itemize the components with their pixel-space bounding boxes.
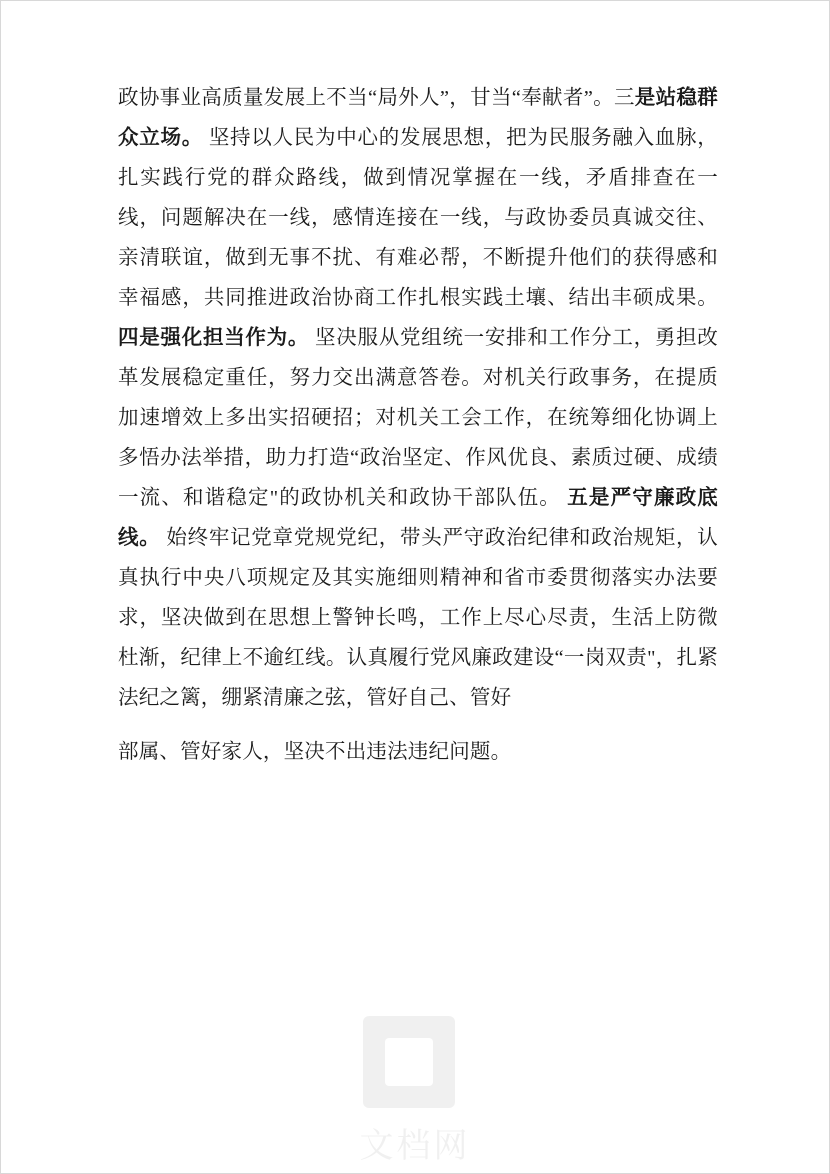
- text-run: 政协事业高质量发展上不当“局外人”，甘当“奉献者”。三: [118, 87, 635, 109]
- paragraph: [118, 732, 718, 772]
- text-run: 坚决服从党组统一安排和工作分工，勇担改革发展稳定重任，努力交出满意答卷。对机关行政事务，在提质加速增效上多出实招硬招；对机关工会工作，在统筹细化协调上多悟办法举措，助力打造“政治坚定、作风优良、素质过硬、成绩一流、和谐稳定"的政协机关和政协干部队伍。: [118, 327, 719, 509]
- watermark-label: 文档网: [359, 1127, 471, 1165]
- text-run: 坚持以人民为中心的发展思想，把为民服务融入血脉，扎实践行党的群众路线，做到情况掌握在一线，矛盾排查在一线，问题解决在一线，感情连接在一线，与政协委员真诚交往、亲清联谊，做到无事不扰、有难必帮，不断提升他们的获得感和幸福感，共同推进政治协商工作扎根实践土壤、结出丰硕成果。: [118, 127, 718, 309]
- emphasis-run: 五是严守廉政底线。: [118, 487, 718, 549]
- emphasis-run: 四是强化担当作为。: [118, 327, 310, 349]
- emphasis-run: 是站稳群众立场。: [118, 87, 718, 149]
- paragraph: [118, 78, 718, 718]
- document-watermark-icon: [363, 1016, 455, 1108]
- document-body: [118, 78, 718, 772]
- watermark: [285, 1010, 545, 1174]
- text-run: 始终牢记党章党规党纪，带头严守政治纪律和政治规矩，认真执行中央八项规定及其实施细则精神和省市委贯彻落实办法要求，坚决做到在思想上警钟长鸣，工作上尽心尽责，生活上防微杜渐，纪律上不逾红线。认真履行党风廉政建设“一岗双责"，扎紧法纪之篱，绷紧清廉之弦，管好自己、管好: [118, 527, 718, 709]
- text-run: 部属、管好家人，坚决不出违法违纪问题。: [118, 741, 512, 763]
